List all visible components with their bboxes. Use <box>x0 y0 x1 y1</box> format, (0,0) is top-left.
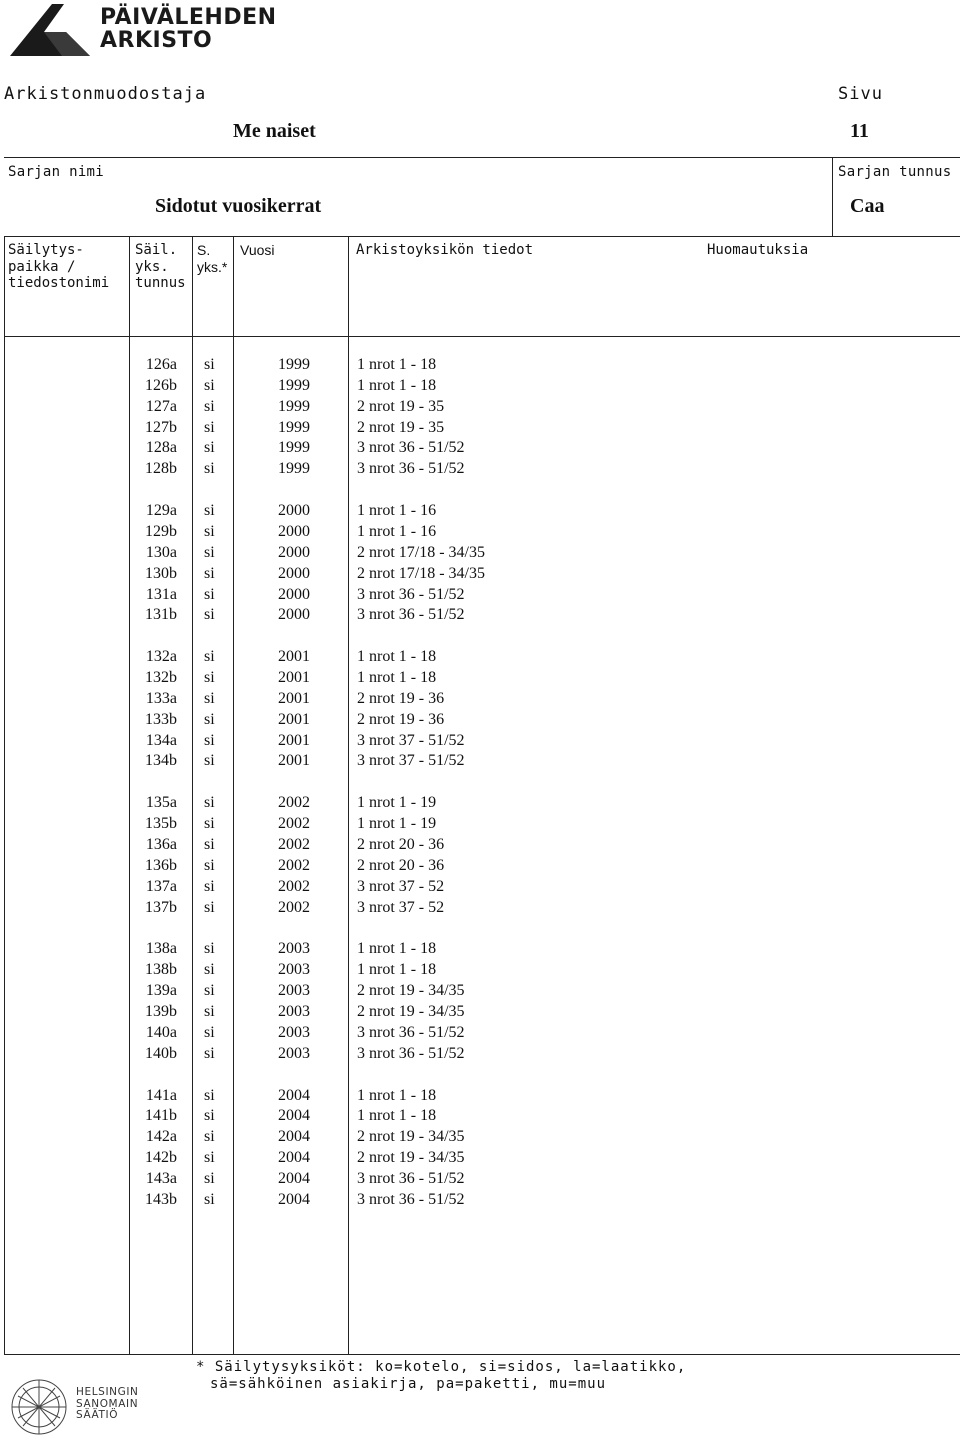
info-cell: 3 nrot 36 - 51/52 <box>357 585 465 603</box>
year-cell: 2002 <box>278 856 310 874</box>
unit-cell: 141a <box>145 1086 177 1104</box>
unit-cell: 138a <box>145 940 177 958</box>
year-cell: 2000 <box>278 543 310 561</box>
year-cell: 1999 <box>278 418 310 436</box>
year-cell: 2001 <box>278 648 310 666</box>
storage-type-cell: si <box>204 710 215 728</box>
page-number: 11 <box>850 120 869 142</box>
year-cell: 2002 <box>278 898 310 916</box>
info-cell: 3 nrot 36 - 51/52 <box>357 460 465 478</box>
table-row <box>0 522 960 542</box>
info-cell: 3 nrot 37 - 52 <box>357 877 445 895</box>
year-cell: 2001 <box>278 731 310 749</box>
storage-type-cell: si <box>204 522 215 540</box>
table-row <box>0 1044 960 1064</box>
storage-type-cell: si <box>204 397 215 415</box>
year-cell: 2000 <box>278 585 310 603</box>
col-header-unit-line3: tunnus <box>135 275 186 291</box>
unit-cell: 133a <box>145 689 177 707</box>
info-cell: 2 nrot 19 - 35 <box>357 418 445 436</box>
info-cell: 1 nrot 1 - 18 <box>357 376 437 394</box>
unit-cell: 132b <box>145 669 177 687</box>
info-cell: 2 nrot 19 - 34/35 <box>357 982 465 1000</box>
col-header-location <box>8 242 109 292</box>
unit-cell: 131a <box>145 585 177 603</box>
storage-type-cell: si <box>204 794 215 812</box>
storage-type-cell: si <box>204 689 215 707</box>
unit-cell: 138b <box>145 961 177 979</box>
info-cell: 3 nrot 36 - 51/52 <box>357 1044 465 1062</box>
table-row <box>0 1148 960 1168</box>
storage-type-cell: si <box>204 982 215 1000</box>
info-cell: 1 nrot 1 - 18 <box>357 961 437 979</box>
unit-cell: 134a <box>145 731 177 749</box>
storage-type-cell: si <box>204 376 215 394</box>
year-cell: 1999 <box>278 397 310 415</box>
table-row <box>0 647 960 667</box>
info-cell: 1 nrot 1 - 16 <box>357 502 437 520</box>
year-cell: 1999 <box>278 460 310 478</box>
unit-cell: 134b <box>145 752 177 770</box>
storage-type-cell: si <box>204 731 215 749</box>
table-row <box>0 543 960 563</box>
unit-cell: 136a <box>145 836 177 853</box>
info-cell: 3 nrot 36 - 51/52 <box>357 606 465 624</box>
info-cell: 2 nrot 19 - 34/35 <box>357 1002 465 1020</box>
columns-bottom-line <box>4 336 960 337</box>
info-cell: 2 nrot 19 - 34/35 <box>357 1128 465 1146</box>
storage-type-cell: si <box>204 439 215 457</box>
page-label: Sivu <box>838 84 883 104</box>
table-row <box>0 397 960 417</box>
col-header-unit-line2: yks. <box>135 258 169 275</box>
footnote-line-1: * Säilytysyksiköt: ko=kotelo, si=sidos, la=laatikko, <box>196 1359 687 1375</box>
foundation-line-3: SÄÄTIÖ <box>76 1409 119 1421</box>
info-cell: 1 nrot 1 - 18 <box>357 648 437 666</box>
info-cell: 2 nrot 20 - 36 <box>357 836 445 853</box>
info-cell: 3 nrot 36 - 51/52 <box>357 439 465 457</box>
col-header-s-line1: S. <box>197 242 211 258</box>
year-cell: 2000 <box>278 502 310 520</box>
col-header-unit <box>135 242 186 292</box>
storage-type-cell: si <box>204 606 215 624</box>
year-cell: 2003 <box>278 1044 310 1062</box>
storage-type-cell: si <box>204 1128 215 1146</box>
col-header-info: Arkistoyksikön tiedot <box>356 242 534 258</box>
creator-label: Arkistonmuodostaja <box>4 84 207 104</box>
storage-type-cell: si <box>204 1190 215 1208</box>
info-cell: 2 nrot 19 - 34/35 <box>357 1149 465 1167</box>
table-row <box>0 376 960 396</box>
unit-cell: 139a <box>145 982 177 1000</box>
unit-cell: 126b <box>145 376 177 394</box>
info-cell: 2 nrot 19 - 35 <box>357 397 445 415</box>
col-header-location-line3: tiedostonimi <box>8 275 110 291</box>
unit-cell: 133b <box>145 710 177 728</box>
logo-line-1: PÄIVÄLEHDEN <box>100 5 277 30</box>
col-header-notes: Huomautuksia <box>707 242 809 258</box>
info-cell: 3 nrot 36 - 51/52 <box>357 1190 465 1208</box>
storage-type-cell: si <box>204 1169 215 1187</box>
table-row <box>0 1023 960 1043</box>
year-cell: 2003 <box>278 961 310 979</box>
unit-cell: 137a <box>145 877 177 895</box>
series-name-label: Sarjan nimi <box>8 164 105 180</box>
col-header-s <box>197 242 227 275</box>
year-cell: 2004 <box>278 1169 310 1187</box>
year-cell: 2003 <box>278 1023 310 1041</box>
year-cell: 2003 <box>278 940 310 958</box>
paivalehden-arkisto-logo-icon <box>4 2 92 58</box>
table-row <box>0 814 960 834</box>
storage-type-cell: si <box>204 543 215 561</box>
storage-type-cell: si <box>204 815 215 833</box>
storage-type-cell: si <box>204 1044 215 1062</box>
table-row <box>0 438 960 458</box>
table-row <box>0 689 960 709</box>
storage-type-cell: si <box>204 836 215 853</box>
unit-cell: 130b <box>145 564 177 582</box>
storage-type-cell: si <box>204 856 215 874</box>
unit-cell: 127b <box>145 418 177 436</box>
year-cell: 2004 <box>278 1190 310 1208</box>
table-row <box>0 898 960 918</box>
unit-cell: 135b <box>145 815 177 833</box>
unit-cell: 141b <box>145 1107 177 1125</box>
info-cell: 1 nrot 1 - 16 <box>357 522 437 540</box>
year-cell: 2001 <box>278 689 310 707</box>
info-cell: 1 nrot 1 - 19 <box>357 794 437 812</box>
year-cell: 2000 <box>278 522 310 540</box>
unit-cell: 139b <box>145 1002 177 1020</box>
year-cell: 2002 <box>278 815 310 833</box>
columns-top-line <box>4 236 960 237</box>
year-cell: 2001 <box>278 710 310 728</box>
foundation-name <box>76 1387 138 1422</box>
year-cell: 2000 <box>278 606 310 624</box>
table-row <box>0 1169 960 1189</box>
table-row <box>0 1106 960 1126</box>
year-cell: 2003 <box>278 1002 310 1020</box>
unit-cell: 140b <box>145 1044 177 1062</box>
info-cell: 3 nrot 36 - 51/52 <box>357 1023 465 1041</box>
info-cell: 1 nrot 1 - 18 <box>357 356 437 373</box>
unit-cell: 143b <box>145 1190 177 1208</box>
table-row <box>0 751 960 771</box>
year-cell: 2002 <box>278 836 310 853</box>
unit-cell: 128b <box>145 460 177 478</box>
foundation-line-2: SANOMAIN <box>76 1397 139 1410</box>
info-cell: 2 nrot 20 - 36 <box>357 856 445 874</box>
unit-cell: 135a <box>145 794 177 812</box>
info-cell: 3 nrot 36 - 51/52 <box>357 1169 465 1187</box>
table-row <box>0 459 960 479</box>
info-cell: 2 nrot 17/18 - 34/35 <box>357 543 485 561</box>
table-row <box>0 793 960 813</box>
col-header-s-line2: yks.* <box>197 258 228 275</box>
table-row <box>0 731 960 751</box>
info-cell: 1 nrot 1 - 19 <box>357 815 437 833</box>
table-row <box>0 355 960 375</box>
year-cell: 2004 <box>278 1128 310 1146</box>
table-row <box>0 668 960 688</box>
col-header-unit-line1: Säil. <box>135 242 178 258</box>
table-row <box>0 501 960 521</box>
info-cell: 3 nrot 37 - 51/52 <box>357 752 465 770</box>
series-code: Caa <box>850 195 885 217</box>
series-top-line <box>4 157 960 158</box>
unit-cell: 142a <box>145 1128 177 1146</box>
unit-cell: 132a <box>145 648 177 666</box>
storage-type-cell: si <box>204 648 215 666</box>
table-row <box>0 1190 960 1210</box>
table-row <box>0 856 960 876</box>
series-code-divider <box>832 157 833 237</box>
year-cell: 2004 <box>278 1107 310 1125</box>
unit-cell: 131b <box>145 606 177 624</box>
unit-cell: 137b <box>145 898 177 916</box>
storage-type-cell: si <box>204 418 215 436</box>
storage-type-cell: si <box>204 1002 215 1020</box>
col-header-location-line1: Säilytys- <box>8 242 84 258</box>
table-row <box>0 835 960 855</box>
unit-cell: 136b <box>145 856 177 874</box>
table-row <box>0 710 960 730</box>
table-row <box>0 981 960 1001</box>
storage-type-cell: si <box>204 1023 215 1041</box>
storage-type-cell: si <box>204 877 215 895</box>
unit-cell: 143a <box>145 1169 177 1187</box>
year-cell: 2004 <box>278 1086 310 1104</box>
footnote <box>196 1359 686 1392</box>
table-row <box>0 1002 960 1022</box>
info-cell: 1 nrot 1 - 18 <box>357 1107 437 1125</box>
info-cell: 1 nrot 1 - 18 <box>357 1086 437 1104</box>
info-cell: 2 nrot 17/18 - 34/35 <box>357 564 485 582</box>
creator-name: Me naiset <box>233 120 316 142</box>
logo-line-2: ARKISTO <box>100 28 213 53</box>
year-cell: 1999 <box>278 439 310 457</box>
table-row <box>0 585 960 605</box>
info-cell: 1 nrot 1 - 18 <box>357 669 437 687</box>
table-row <box>0 418 960 438</box>
table-row <box>0 564 960 584</box>
footnote-line-2: sä=sähköinen asiakirja, pa=paketti, mu=muu <box>210 1375 607 1392</box>
storage-type-cell: si <box>204 502 215 520</box>
archive-logo-text <box>100 6 277 52</box>
unit-cell: 129a <box>145 502 177 520</box>
unit-cell: 130a <box>145 543 177 561</box>
unit-cell: 127a <box>145 397 177 415</box>
storage-type-cell: si <box>204 669 215 687</box>
storage-type-cell: si <box>204 752 215 770</box>
year-cell: 2004 <box>278 1149 310 1167</box>
info-cell: 1 nrot 1 - 18 <box>357 940 437 958</box>
table-row <box>0 605 960 625</box>
year-cell: 2001 <box>278 752 310 770</box>
year-cell: 2002 <box>278 794 310 812</box>
unit-cell: 129b <box>145 522 177 540</box>
storage-type-cell: si <box>204 460 215 478</box>
storage-type-cell: si <box>204 940 215 958</box>
year-cell: 2003 <box>278 982 310 1000</box>
year-cell: 2000 <box>278 564 310 582</box>
storage-type-cell: si <box>204 961 215 979</box>
table-bottom-line <box>4 1354 960 1355</box>
storage-type-cell: si <box>204 356 215 373</box>
year-cell: 1999 <box>278 376 310 394</box>
table-row <box>0 960 960 980</box>
series-name: Sidotut vuosikerrat <box>155 195 322 217</box>
table-row <box>0 1127 960 1147</box>
info-cell: 2 nrot 19 - 36 <box>357 710 445 728</box>
table-row <box>0 939 960 959</box>
unit-cell: 142b <box>145 1149 177 1167</box>
foundation-line-1: HELSINGIN <box>76 1386 139 1398</box>
info-cell: 2 nrot 19 - 36 <box>357 689 445 707</box>
storage-type-cell: si <box>204 1107 215 1125</box>
info-cell: 3 nrot 37 - 52 <box>357 898 445 916</box>
year-cell: 2002 <box>278 877 310 895</box>
table-row <box>0 877 960 897</box>
storage-type-cell: si <box>204 1149 215 1167</box>
storage-type-cell: si <box>204 1086 215 1104</box>
storage-type-cell: si <box>204 585 215 603</box>
info-cell: 3 nrot 37 - 51/52 <box>357 731 465 749</box>
unit-cell: 128a <box>145 439 177 457</box>
storage-type-cell: si <box>204 564 215 582</box>
table-row <box>0 1086 960 1106</box>
unit-cell: 140a <box>145 1023 177 1041</box>
year-cell: 2001 <box>278 669 310 687</box>
series-code-label: Sarjan tunnus <box>838 164 952 180</box>
storage-type-cell: si <box>204 898 215 916</box>
col-header-year: Vuosi <box>240 242 275 258</box>
year-cell: 1999 <box>278 356 310 373</box>
foundation-logo-icon <box>8 1376 70 1438</box>
unit-cell: 126a <box>145 356 177 373</box>
col-header-location-line2: paikka / <box>8 258 76 275</box>
